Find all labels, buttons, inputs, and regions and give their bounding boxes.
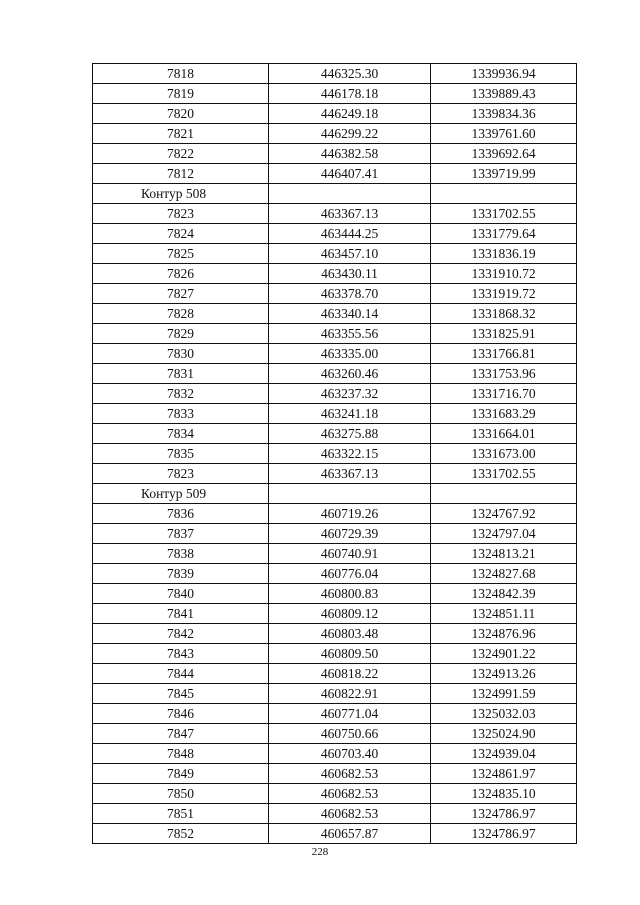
- x-coordinate-cell: 460771.04: [269, 704, 431, 724]
- x-coordinate-cell: 460809.50: [269, 644, 431, 664]
- table-row: [93, 604, 577, 624]
- table-row: [93, 804, 577, 824]
- x-coordinate-cell: 446178.18: [269, 84, 431, 104]
- y-coordinate-cell: 1339719.99: [431, 164, 577, 184]
- y-coordinate-cell: 1331868.32: [431, 304, 577, 324]
- table-row: [93, 724, 577, 744]
- point-number-cell: 7837: [93, 524, 269, 544]
- y-coordinate-cell: 1339834.36: [431, 104, 577, 124]
- x-coordinate-cell: 460740.91: [269, 544, 431, 564]
- y-coordinate-cell: 1331910.72: [431, 264, 577, 284]
- point-number-cell: 7830: [93, 344, 269, 364]
- y-coordinate-cell: 1324913.26: [431, 664, 577, 684]
- table-row: [93, 664, 577, 684]
- x-coordinate-cell: 446299.22: [269, 124, 431, 144]
- table-row: [93, 744, 577, 764]
- point-number-cell: 7832: [93, 384, 269, 404]
- point-number-cell: 7829: [93, 324, 269, 344]
- point-number-cell: 7831: [93, 364, 269, 384]
- x-coordinate-cell: 463260.46: [269, 364, 431, 384]
- y-coordinate-cell: 1324876.96: [431, 624, 577, 644]
- table-row: [93, 64, 577, 84]
- y-coordinate-cell: 1339936.94: [431, 64, 577, 84]
- y-coordinate-cell: 1339692.64: [431, 144, 577, 164]
- y-coordinate-cell: 1331673.00: [431, 444, 577, 464]
- x-coordinate-cell: 460822.91: [269, 684, 431, 704]
- table-row: [93, 544, 577, 564]
- point-number-cell: 7845: [93, 684, 269, 704]
- point-number-cell: 7825: [93, 244, 269, 264]
- x-coordinate-cell: 460800.83: [269, 584, 431, 604]
- point-number-cell: 7826: [93, 264, 269, 284]
- contour-header-row: [93, 484, 577, 504]
- table-row: [93, 324, 577, 344]
- x-coordinate-cell: 460729.39: [269, 524, 431, 544]
- table-row: [93, 344, 577, 364]
- x-coordinate-cell: 460682.53: [269, 764, 431, 784]
- y-coordinate-cell: 1331702.55: [431, 204, 577, 224]
- y-coordinate-cell: 1324991.59: [431, 684, 577, 704]
- point-number-cell: 7851: [93, 804, 269, 824]
- x-coordinate-cell: 446325.30: [269, 64, 431, 84]
- y-coordinate-cell: 1339889.43: [431, 84, 577, 104]
- x-coordinate-cell: 460657.87: [269, 824, 431, 844]
- point-number-cell: 7833: [93, 404, 269, 424]
- table-row: [93, 564, 577, 584]
- point-number-cell: 7824: [93, 224, 269, 244]
- y-coordinate-cell: 1331702.55: [431, 464, 577, 484]
- y-coordinate-cell: 1324851.11: [431, 604, 577, 624]
- y-coordinate-cell: 1324797.04: [431, 524, 577, 544]
- x-coordinate-cell: 463444.25: [269, 224, 431, 244]
- point-number-cell: 7818: [93, 64, 269, 84]
- point-number-cell: 7847: [93, 724, 269, 744]
- x-coordinate-cell: 460682.53: [269, 804, 431, 824]
- x-coordinate-cell: 460803.48: [269, 624, 431, 644]
- x-coordinate-cell: 463457.10: [269, 244, 431, 264]
- point-number-cell: 7841: [93, 604, 269, 624]
- x-coordinate-cell: 446249.18: [269, 104, 431, 124]
- x-coordinate-cell: 460809.12: [269, 604, 431, 624]
- point-number-cell: 7835: [93, 444, 269, 464]
- y-coordinate-cell: 1324786.97: [431, 824, 577, 844]
- table-row: [93, 304, 577, 324]
- point-number-cell: 7844: [93, 664, 269, 684]
- table-row: [93, 124, 577, 144]
- table-row: [93, 644, 577, 664]
- point-number-cell: 7852: [93, 824, 269, 844]
- x-coordinate-cell: 460719.26: [269, 504, 431, 524]
- point-number-cell: 7820: [93, 104, 269, 124]
- point-number-cell: 7839: [93, 564, 269, 584]
- x-coordinate-cell: 460682.53: [269, 784, 431, 804]
- point-number-cell: 7828: [93, 304, 269, 324]
- y-coordinate-cell: 1324813.21: [431, 544, 577, 564]
- table-row: [93, 284, 577, 304]
- x-coordinate-cell: 463241.18: [269, 404, 431, 424]
- x-coordinate-cell: 460776.04: [269, 564, 431, 584]
- table-row: [93, 164, 577, 184]
- table-row: [93, 824, 577, 844]
- point-number-cell: 7840: [93, 584, 269, 604]
- page-number: 228: [311, 846, 329, 858]
- table-row: [93, 684, 577, 704]
- point-number-cell: 7838: [93, 544, 269, 564]
- y-coordinate-cell: 1324767.92: [431, 504, 577, 524]
- coordinates-table-body: [93, 64, 577, 844]
- point-number-cell: 7836: [93, 504, 269, 524]
- table-row: [93, 704, 577, 724]
- table-row: [93, 524, 577, 544]
- table-row: [93, 444, 577, 464]
- point-number-cell: 7846: [93, 704, 269, 724]
- point-number-cell: 7834: [93, 424, 269, 444]
- y-coordinate-cell: 1331919.72: [431, 284, 577, 304]
- x-coordinate-cell: 463335.00: [269, 344, 431, 364]
- point-number-cell: 7823: [93, 464, 269, 484]
- point-number-cell: 7848: [93, 744, 269, 764]
- y-coordinate-cell: 1331716.70: [431, 384, 577, 404]
- table-row: [93, 784, 577, 804]
- x-coordinate-cell: 463355.56: [269, 324, 431, 344]
- point-number-cell: 7849: [93, 764, 269, 784]
- point-number-cell: 7823: [93, 204, 269, 224]
- x-coordinate-cell: 463378.70: [269, 284, 431, 304]
- x-coordinate-cell: 463237.32: [269, 384, 431, 404]
- empty-cell: [431, 484, 577, 504]
- empty-cell: [431, 184, 577, 204]
- coordinates-table: [92, 63, 577, 844]
- table-row: [93, 264, 577, 284]
- table-row: [93, 84, 577, 104]
- table-row: [93, 404, 577, 424]
- contour-label: Контур 509: [93, 484, 269, 504]
- y-coordinate-cell: 1331766.81: [431, 344, 577, 364]
- y-coordinate-cell: 1324827.68: [431, 564, 577, 584]
- point-number-cell: 7842: [93, 624, 269, 644]
- contour-label: Контур 508: [93, 184, 269, 204]
- y-coordinate-cell: 1324835.10: [431, 784, 577, 804]
- y-coordinate-cell: 1331779.64: [431, 224, 577, 244]
- x-coordinate-cell: 463367.13: [269, 204, 431, 224]
- y-coordinate-cell: 1331683.29: [431, 404, 577, 424]
- y-coordinate-cell: 1324842.39: [431, 584, 577, 604]
- table-row: [93, 364, 577, 384]
- y-coordinate-cell: 1331825.91: [431, 324, 577, 344]
- y-coordinate-cell: 1324786.97: [431, 804, 577, 824]
- table-row: [93, 224, 577, 244]
- point-number-cell: 7821: [93, 124, 269, 144]
- contour-header-row: [93, 184, 577, 204]
- x-coordinate-cell: 460818.22: [269, 664, 431, 684]
- table-row: [93, 584, 577, 604]
- y-coordinate-cell: 1339761.60: [431, 124, 577, 144]
- y-coordinate-cell: 1331836.19: [431, 244, 577, 264]
- y-coordinate-cell: 1324939.04: [431, 744, 577, 764]
- point-number-cell: 7843: [93, 644, 269, 664]
- table-row: [93, 624, 577, 644]
- y-coordinate-cell: 1325032.03: [431, 704, 577, 724]
- point-number-cell: 7812: [93, 164, 269, 184]
- y-coordinate-cell: 1325024.90: [431, 724, 577, 744]
- x-coordinate-cell: 460703.40: [269, 744, 431, 764]
- x-coordinate-cell: 446407.41: [269, 164, 431, 184]
- point-number-cell: 7822: [93, 144, 269, 164]
- empty-cell: [269, 184, 431, 204]
- x-coordinate-cell: 460750.66: [269, 724, 431, 744]
- x-coordinate-cell: 463367.13: [269, 464, 431, 484]
- table-row: [93, 104, 577, 124]
- table-row: [93, 144, 577, 164]
- empty-cell: [269, 484, 431, 504]
- point-number-cell: 7850: [93, 784, 269, 804]
- table-row: [93, 764, 577, 784]
- y-coordinate-cell: 1331664.01: [431, 424, 577, 444]
- y-coordinate-cell: 1324861.97: [431, 764, 577, 784]
- x-coordinate-cell: 463430.11: [269, 264, 431, 284]
- y-coordinate-cell: 1324901.22: [431, 644, 577, 664]
- x-coordinate-cell: 446382.58: [269, 144, 431, 164]
- table-row: [93, 244, 577, 264]
- x-coordinate-cell: 463322.15: [269, 444, 431, 464]
- table-row: [93, 424, 577, 444]
- point-number-cell: 7827: [93, 284, 269, 304]
- table-row: [93, 464, 577, 484]
- point-number-cell: 7819: [93, 84, 269, 104]
- y-coordinate-cell: 1331753.96: [431, 364, 577, 384]
- x-coordinate-cell: 463275.88: [269, 424, 431, 444]
- x-coordinate-cell: 463340.14: [269, 304, 431, 324]
- table-row: [93, 504, 577, 524]
- table-row: [93, 384, 577, 404]
- table-row: [93, 204, 577, 224]
